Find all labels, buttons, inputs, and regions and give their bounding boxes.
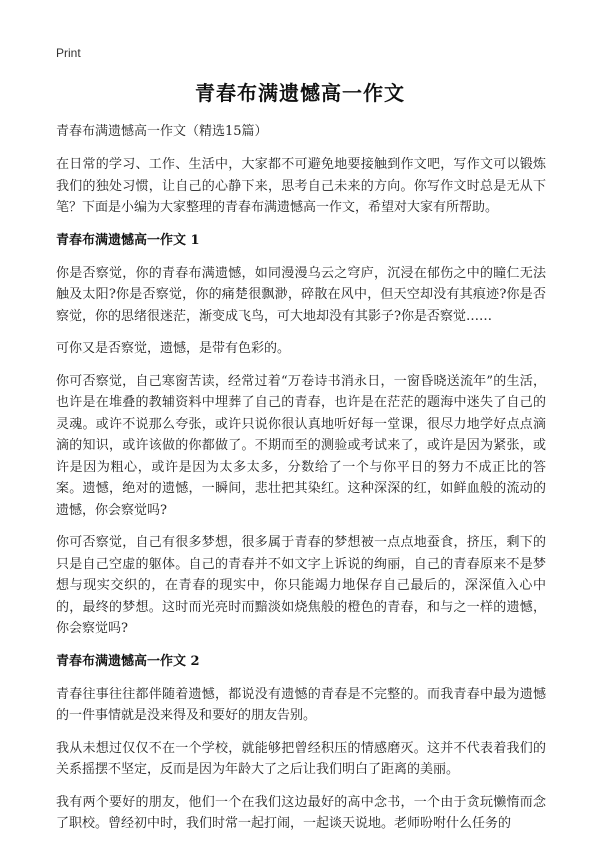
paragraph: 你可否察觉，自己有很多梦想，很多属于青春的梦想被一点点地蚕食，挤压，剩下的只是自己空虚的躯体。自己的青春并不如文字上诉说的绚丽，自己的青春原来不是梦想与现实交织的，在青春的现实中，你只能竭力地保存自己最后的，深深值入心中的，最终的梦想。这时而光亮时而黯淡如烧焦般的橙色的青春，和与之一样的遗憾，你会察觉吗? [56, 535, 546, 636]
section-2 [56, 651, 546, 835]
paragraph: 你可否察觉，自己寒窗苦读，经常过着“万卷诗书消永日，一窗昏晓送流年”的生活，也许是在堆叠的教辅资料中埋葬了自己的青春，也许是在茫茫的题海中迷失了自己的灵魂。或许不说那么夸张，或许只说你很认真地听好每一堂课，很尽力地学好点点滴滴的知识，或许该做的你都做了。不期而至的测验或考试来了，或许是因为紧张，或许是因为粗心，或许是因为太多太多，分数给了一个与你平日的努力不成正比的答案。遗憾，绝对的遗憾，一瞬间，悲壮把其染红。这种深深的红，如鲜血般的流动的遗憾，你会察觉吗? [56, 373, 546, 518]
page-title: 青春布满遗憾高一作文 [195, 81, 405, 105]
paragraph: 可你又是否察觉，遗憾，是带有色彩的。 [56, 341, 291, 356]
section-heading: 青春布满遗憾高一作文 1 [56, 232, 200, 248]
paragraph: 青春往事往往都伴随着遗憾，都说没有遗憾的青春是不完整的。而我青春中最为遗憾的一件事情就是没来得及和要好的朋友告别。 [56, 686, 546, 723]
section-1 [56, 230, 546, 640]
paragraph: 我有两个要好的朋友，他们一个在我们这边最好的高中念书，一个由于贪玩懒惰而念了职校。曾经初中时，我们时常一起打闹，一起谈天说地。老师吩咐什么任务的 [56, 794, 546, 831]
article-body [56, 121, 546, 846]
intro-paragraph: 在日常的学习、工作、生活中，大家都不可避免地要接触到作文吧，写作文可以锻炼我们的独处习惯，让自己的心静下来，思考自己未来的方向。你写作文时总是无从下笔？下面是小编为大家整理的青春布满遗憾高一作文，希望对大家有所帮助。 [56, 157, 546, 215]
section-heading: 青春布满遗憾高一作文 2 [56, 653, 200, 669]
paragraph: 我从未想过仅仅不在一个学校，就能够把曾经积压的情感磨灭。这并不代表着我们的关系摇摆不坚定，反而是因为年龄大了之后让我们明白了距离的美丽。 [56, 740, 546, 777]
paragraph: 你是否察觉，你的青春布满遗憾，如同漫漫乌云之穹庐，沉浸在郁伤之中的瞳仁无法触及太阳?你是否察觉，你的痛楚很飘渺，碎散在风中，但天空却没有其痕迹?你是否察觉，你的思绪很迷茫，渐变成飞鸟，可大地却没有其影子?你是否察觉…… [56, 265, 546, 324]
print-label: Print [56, 46, 81, 60]
article-subtitle: 青春布满遗憾高一作文（精选15篇） [56, 124, 268, 139]
